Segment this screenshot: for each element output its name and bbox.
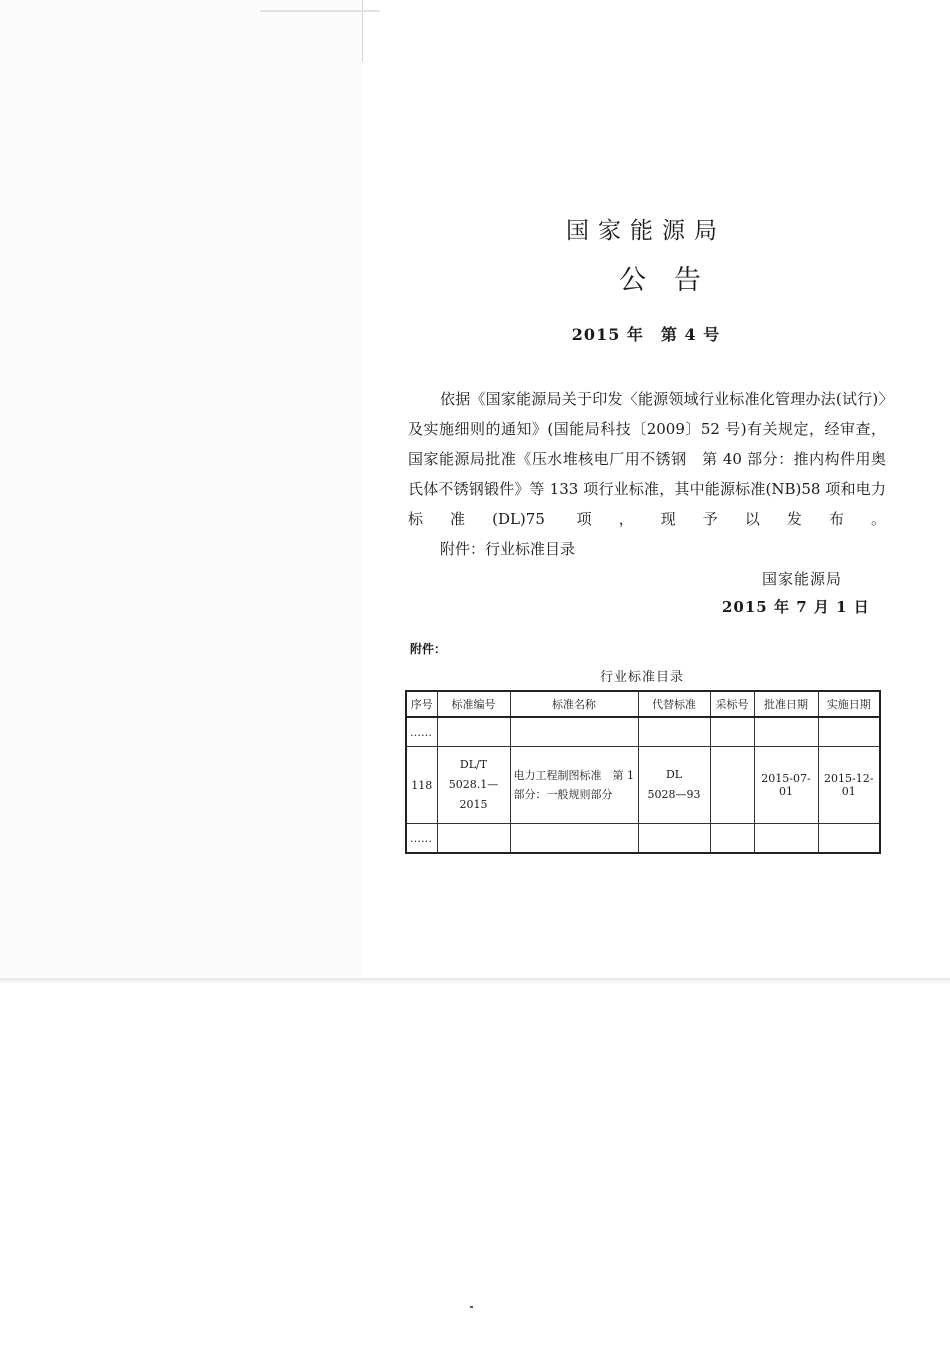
attachment-reference: 附件：行业标准目录 <box>440 540 576 558</box>
table-row-ellipsis-top <box>406 717 880 747</box>
col-header-seq: 序号 <box>406 691 437 717</box>
table-row-ellipsis-bottom <box>406 824 880 854</box>
col-header-adopted: 采标号 <box>710 691 754 717</box>
table-title: 行业标准目录 <box>599 670 684 685</box>
attachment-label: 附件： <box>410 642 447 656</box>
col-header-approval: 批准日期 <box>754 691 818 717</box>
cell-code-line1: DL/T <box>459 758 488 771</box>
cell-effective-date: 2015-12-01 <box>818 747 880 824</box>
col-header-name: 标准名称 <box>510 691 638 717</box>
scan-artifact <box>260 10 380 12</box>
cell-adopted <box>710 747 754 824</box>
notice-number: 2015 年 第 4 号 <box>571 325 721 344</box>
table-row <box>406 747 880 824</box>
ellipsis-cell: …… <box>406 824 437 854</box>
notice-body <box>408 384 886 534</box>
standards-table <box>405 690 881 854</box>
notice-paragraph: 依据《国家能源局关于印发〈能源领域行业标准化管理办法(试行)〉及实施细则的通知》(国能局科技〔2009〕52 号)有关规定，经审查，国家能源局批准《压水堆核电厂用不锈钢 第 40 部分：推内构件用奥氏体不锈钢锻件》等 133 项行业标准，其中能源标准(NB)58 项和电力标准(DL)75 项，现予以发布。 <box>408 390 886 528</box>
cell-code-line2: 5028.1—2015 <box>448 778 499 811</box>
cell-seq: 118 <box>406 747 437 824</box>
cell-code <box>437 747 510 824</box>
cell-replaces-line1: DL <box>665 768 683 781</box>
cell-name: 电力工程制图标准 第 1 部分：一般规则部分 <box>510 747 638 824</box>
ellipsis-cell: …… <box>406 717 437 747</box>
col-header-code: 标准编号 <box>437 691 510 717</box>
col-header-effective: 实施日期 <box>818 691 880 717</box>
col-header-replaces: 代替标准 <box>638 691 710 717</box>
signature-date: 2015 年 7 月 1 日 <box>722 598 870 616</box>
signature-org: 国家能源局 <box>762 570 843 588</box>
notice-heading: 公告 <box>619 265 729 296</box>
cell-replaces-line2: 5028—93 <box>647 788 701 801</box>
issuer-title: 国家能源局 <box>566 218 726 244</box>
cell-approval-date: 2015-07-01 <box>754 747 818 824</box>
table-header-row <box>406 691 880 717</box>
scan-fold-shadow <box>0 978 950 984</box>
scan-left-page <box>0 0 363 980</box>
cell-replaces <box>638 747 710 824</box>
scan-speck <box>470 1306 473 1308</box>
